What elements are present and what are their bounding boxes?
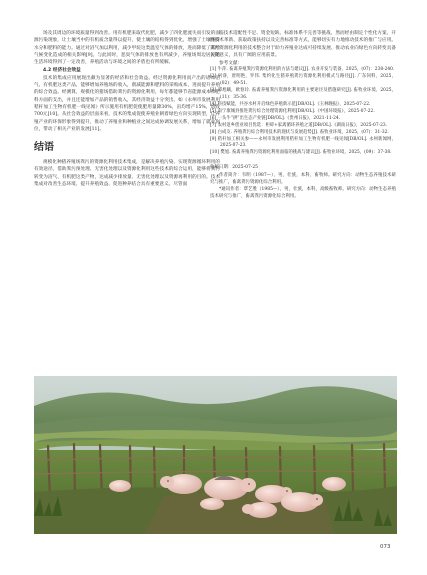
reference-item: [3] 谭旭曦，欧春玲. 畜禽养殖粪污资源化利用的主要途径及措施研究[J]. 畜牧业环境，2025，(11)：35-36.: [210, 88, 396, 101]
reference-item: [4] 科技赋能，共谷水村开启绿色养殖新示范[DB/OL].《玉林晚报》，2025-07-22.: [210, 102, 371, 108]
body-paragraph-conclusion: 规模化种猪养殖场粪污的资源化利用技术集成，是解决养殖污染、实现资源循环利用的有效途径。借助粪污预处理、无害化处理以及资源化利用这些技术的综合运用，能够将粪污转变为沼气、有机肥这类产物，达成减少排放量、无害化处理以及资源再利用的目的。技术集成对改善生态环境、提升养殖效益、促进种养结合具有重要意义。尽管面: [34, 160, 220, 188]
pig-farm-photo: [34, 376, 397, 534]
body-paragraph-environment: 场及其周边的环境质量得到改善。用有机肥来取代化肥，减少了四化肥流失而引发的面源污染现象，让土壤当中的有机质含量得以提升，使土壤的结构得到优化，增强了土壤保持水分和肥料的能力。通过对沼气加以利用，减少甲烷这类温室气体的排放，进而降低了其给气候变化造成的相关影响[9]。与此同时，恶臭气体的排放也有所减少，养殖场周边居民的生活环境得到了一定改善，养殖活动与环境之间的矛盾也有所缓解。: [34, 31, 220, 66]
left-column: [34, 30, 220, 188]
references-title: 参考文献：: [219, 61, 243, 67]
body-paragraph-economic: 技术的集成应用展现出颇为显著的经济和社会效益。经过资源化利用而产出的诸如沼气、有机肥这类产品，能够增加养殖场的收入，削减能源和肥料的采购成本，进而提升养殖的综合效益。经测算，规模化的猪场借助粪污的资源化利用，每年都能够节省能源成本和肥料方面的支出，并且还能增加产品的销售收入，其经济效益十分突出。如《永州市发展利用秸秆加工生物有机肥一线见闻》所示施用有机肥促使肥用量降30%，亩均增产15%，增收700元[10]。从社会效益的层面来看，技术的集成促使养殖业朝着绿色方向实现转型，让养殖产业的环保形象得到提升，推动了养殖业和种植业之间达成协调发展关系，增加了就业岗位，带动了相关产业的发展[11]。: [34, 75, 220, 132]
reference-item: [2] 何睿，唐明艳，罗伟. 集约化生猪养殖粪污资源化利用模式与路径[J]. 广东饲料，2025，(02)：49-51.: [210, 74, 396, 87]
reference-item: [8] 白成友. 养殖粪污综合利用技术的现状与发展趋势[J]. 畜牧业环境，2025，(07)：31-32.: [210, 129, 389, 135]
page-number: 073: [380, 544, 391, 550]
reference-list: [210, 67, 396, 157]
body-paragraph-continued: 临技术适配性不足、资金短缺、标准体系不完善等挑战，然而经由制定个性化方案、开展技术革新、获取政策扶持以及完善标准等方式，能够切实有力地推动技术的推广与应用。粪污资源化利用的技术整合对于助力养殖业达成可持续发展、推动农业向绿色方向转变具备关键意义，具有广阔的应用前景。: [210, 31, 396, 58]
received-date: 收稿日期：2025-07-25: [210, 165, 259, 171]
reference-item: [6] 一头牛“拱”出生态产业链[DB/OL].《贵州日报》，2021-11-24.: [210, 115, 341, 121]
section-subheading: 4.2 经济社会效益: [43, 68, 81, 74]
article-meta: [210, 164, 396, 200]
conclusion-heading: 结语: [34, 142, 55, 154]
reference-item: [9] 秸秆加工相关参——永州市发展利用秸秆加工生物有机肥一线见闻[DB/OL]. 永州新闻网，2025-07-23.: [210, 136, 396, 149]
right-column: [210, 30, 396, 201]
reference-item: [5] 南宁康城县推进粪污综合处理资源化利用[DB/OL].《中国环境报》，2025-07-22.: [210, 108, 375, 114]
corresponding-author: *通讯作者：覃艺胜（1985—），男，壮族，本科，高级畜牧师。研究方向：动物生态养殖技术研究与推广，畜禽粪污资源化综合利用。: [210, 187, 396, 200]
reference-item: [7] 农村返乡创业项目优选：柜碎+家禽循环养殖之道[DB/OL].《湖南日报》，2025-07-23.: [210, 122, 388, 128]
reference-item: [1] 牛萍. 畜禽养殖粪污资源化利用的方法与建议[J]. 农业开发与装备，2025，(07)：238-240.: [210, 67, 395, 73]
author-intro: 作者简介：韦明（1987—），男，壮族，本科，畜牧师。研究方向：动物生态养殖技术研究与推广，畜禽粪污资源化综合利用。: [210, 172, 396, 185]
reference-item: [10] 樊旭. 畜禽养殖粪污资源化利用面临的挑战与建议[J]. 畜牧业环境，2025，(09)：37-38.: [210, 150, 392, 156]
